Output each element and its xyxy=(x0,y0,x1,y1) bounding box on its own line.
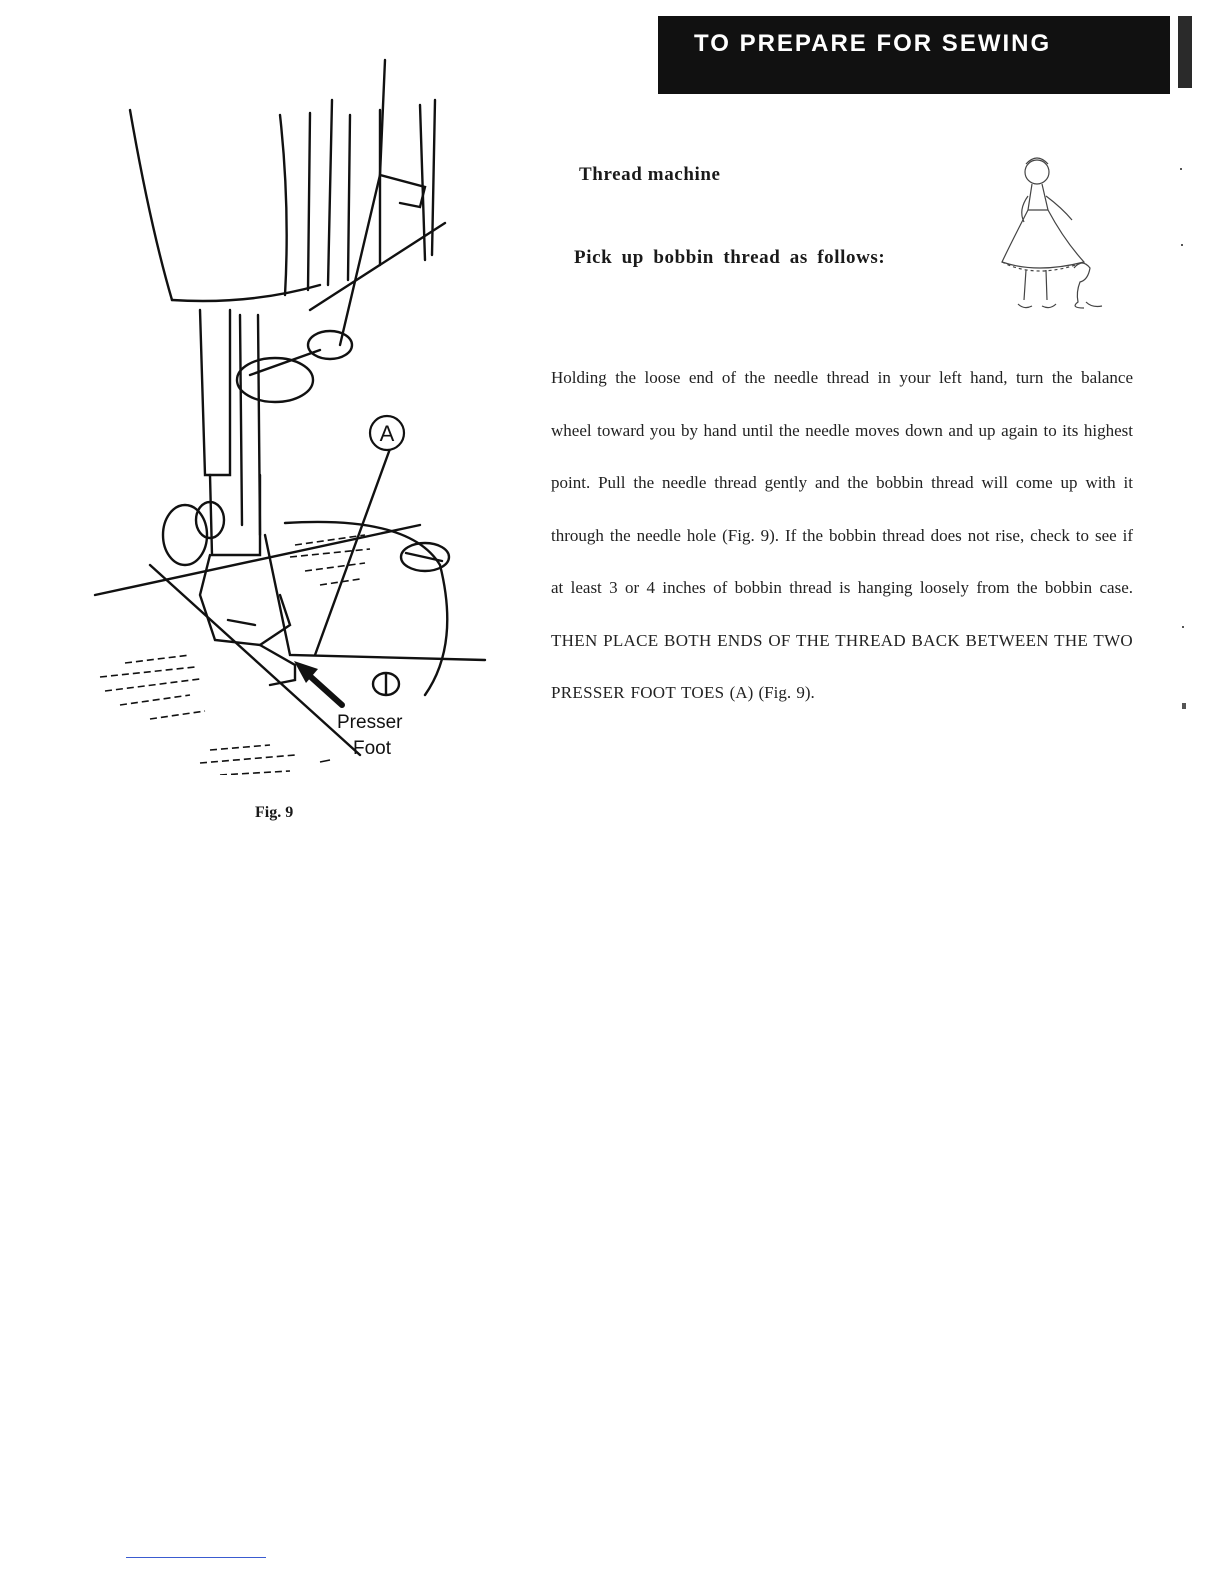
figure-caption: Fig. 9 xyxy=(255,804,294,821)
presser-foot-label-line1: Presser xyxy=(337,712,403,733)
heading-pick-up-bobbin: Pick up bobbin thread as follows: xyxy=(574,247,886,268)
instruction-paragraph xyxy=(551,352,1133,720)
fig9-sewing-machine-illustration xyxy=(80,55,500,775)
girl-illustration-icon xyxy=(992,150,1112,325)
page-title: TO PREPARE FOR SEWING xyxy=(694,30,1052,57)
margin-mark xyxy=(1180,168,1182,170)
margin-mark xyxy=(1182,703,1186,709)
instruction-caps-text: THEN PLACE BOTH ENDS OF THE THREAD BACK BETWEEN THE TWO PRESSER FOOT TOES xyxy=(551,630,1133,702)
margin-mark xyxy=(1182,626,1184,628)
instruction-text: Holding the loose end of the needle thread in your left hand, turn the balance wheel toward you by hand until the needle moves down and up again to its highest point. Pull the needle thread gently and the bobbin thread will come up with it through the needle hole (Fig. 9). If the bobbin thread does not rise, check to see if at least 3 or 4 inches of bobbin thread is hanging loosely from the bobbin case. xyxy=(551,368,1133,597)
margin-mark xyxy=(1181,244,1183,246)
heading-thread-machine: Thread machine xyxy=(579,164,721,185)
instruction-end-text: (A) (Fig. 9). xyxy=(729,683,815,702)
presser-foot-label-line2: Foot xyxy=(353,738,392,759)
header-edge-tab xyxy=(1178,16,1192,88)
callout-letter-a: A xyxy=(379,421,395,446)
footer-rule xyxy=(126,1557,266,1558)
